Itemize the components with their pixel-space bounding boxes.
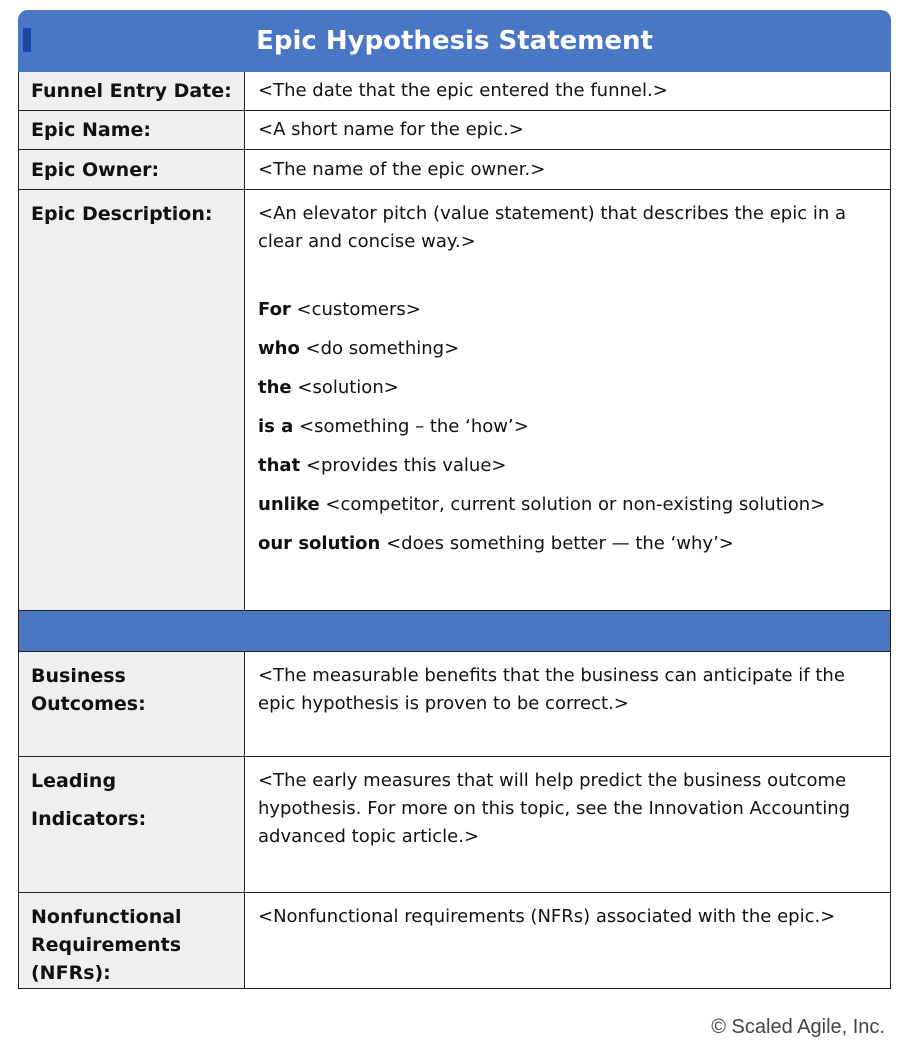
pitch-line <box>258 413 878 452</box>
pitch-line <box>258 452 878 491</box>
form-header <box>18 10 891 72</box>
pitch-line <box>258 491 878 530</box>
pitch-key: unlike <box>258 494 320 515</box>
pitch-line <box>258 530 878 569</box>
pitch-text: <solution> <box>291 377 399 398</box>
pitch-text: <do something> <box>299 338 460 359</box>
epic-description-cell <box>246 190 890 610</box>
leading-indicators-row <box>18 757 891 893</box>
funnel-entry-date-value: <The date that the epic entered the funnel.> <box>258 80 668 101</box>
epic-owner-label: Epic Owner: <box>19 150 245 189</box>
pitch-text: <something – the ‘how’> <box>293 416 529 437</box>
pitch-key: who <box>258 338 300 359</box>
epic-owner-row <box>18 150 891 190</box>
section-divider-band <box>18 611 891 652</box>
epic-owner-value: <The name of the epic owner.> <box>258 159 546 180</box>
epic-name-row <box>18 111 891 150</box>
leading-indicators-label: Leading Indicators: <box>19 757 245 892</box>
pitch-key: For <box>258 299 291 320</box>
nfr-label: Nonfunctional Requirements (NFRs): <box>19 893 245 988</box>
funnel-entry-date-row <box>18 72 891 111</box>
pitch-key: our solution <box>258 533 381 554</box>
pitch-line <box>258 374 878 413</box>
epic-hypothesis-form <box>18 10 891 989</box>
pitch-text: <customers> <box>290 299 421 320</box>
copyright-notice: © Scaled Agile, Inc. <box>711 1016 885 1038</box>
pitch-text: <does something better — the ‘why’> <box>380 533 734 554</box>
pitch-key: the <box>258 377 292 398</box>
pitch-text: <competitor, current solution or non-existing solution> <box>319 494 826 515</box>
pitch-key: that <box>258 455 301 476</box>
epic-name-label: Epic Name: <box>19 111 245 149</box>
funnel-entry-date-label: Funnel Entry Date: <box>19 72 245 110</box>
pitch-text: <provides this value> <box>300 455 507 476</box>
nfr-row <box>18 893 891 989</box>
nfr-value: <Nonfunctional requirements (NFRs) associated with the epic.> <box>258 906 836 927</box>
epic-description-row <box>18 190 891 611</box>
epic-name-value: <A short name for the epic.> <box>258 119 524 140</box>
epic-description-value: <An elevator pitch (value statement) that describes the epic in a clear and concise way.> <box>258 203 846 252</box>
leading-indicators-value: <The early measures that will help predict the business outcome hypothesis. For more on this topic, see the Innovation Accounting advanced topic article.> <box>258 770 851 847</box>
business-outcomes-row <box>18 652 891 757</box>
business-outcomes-value: <The measurable benefits that the business can anticipate if the epic hypothesis is proven to be correct.> <box>258 665 845 714</box>
business-outcomes-label: Business Outcomes: <box>19 652 245 756</box>
elevator-pitch <box>258 296 878 569</box>
epic-description-label: Epic Description: <box>19 190 245 610</box>
pitch-line <box>258 296 878 335</box>
pitch-key: is a <box>258 416 294 437</box>
pitch-line <box>258 335 878 374</box>
form-title: Epic Hypothesis Statement <box>256 26 653 56</box>
